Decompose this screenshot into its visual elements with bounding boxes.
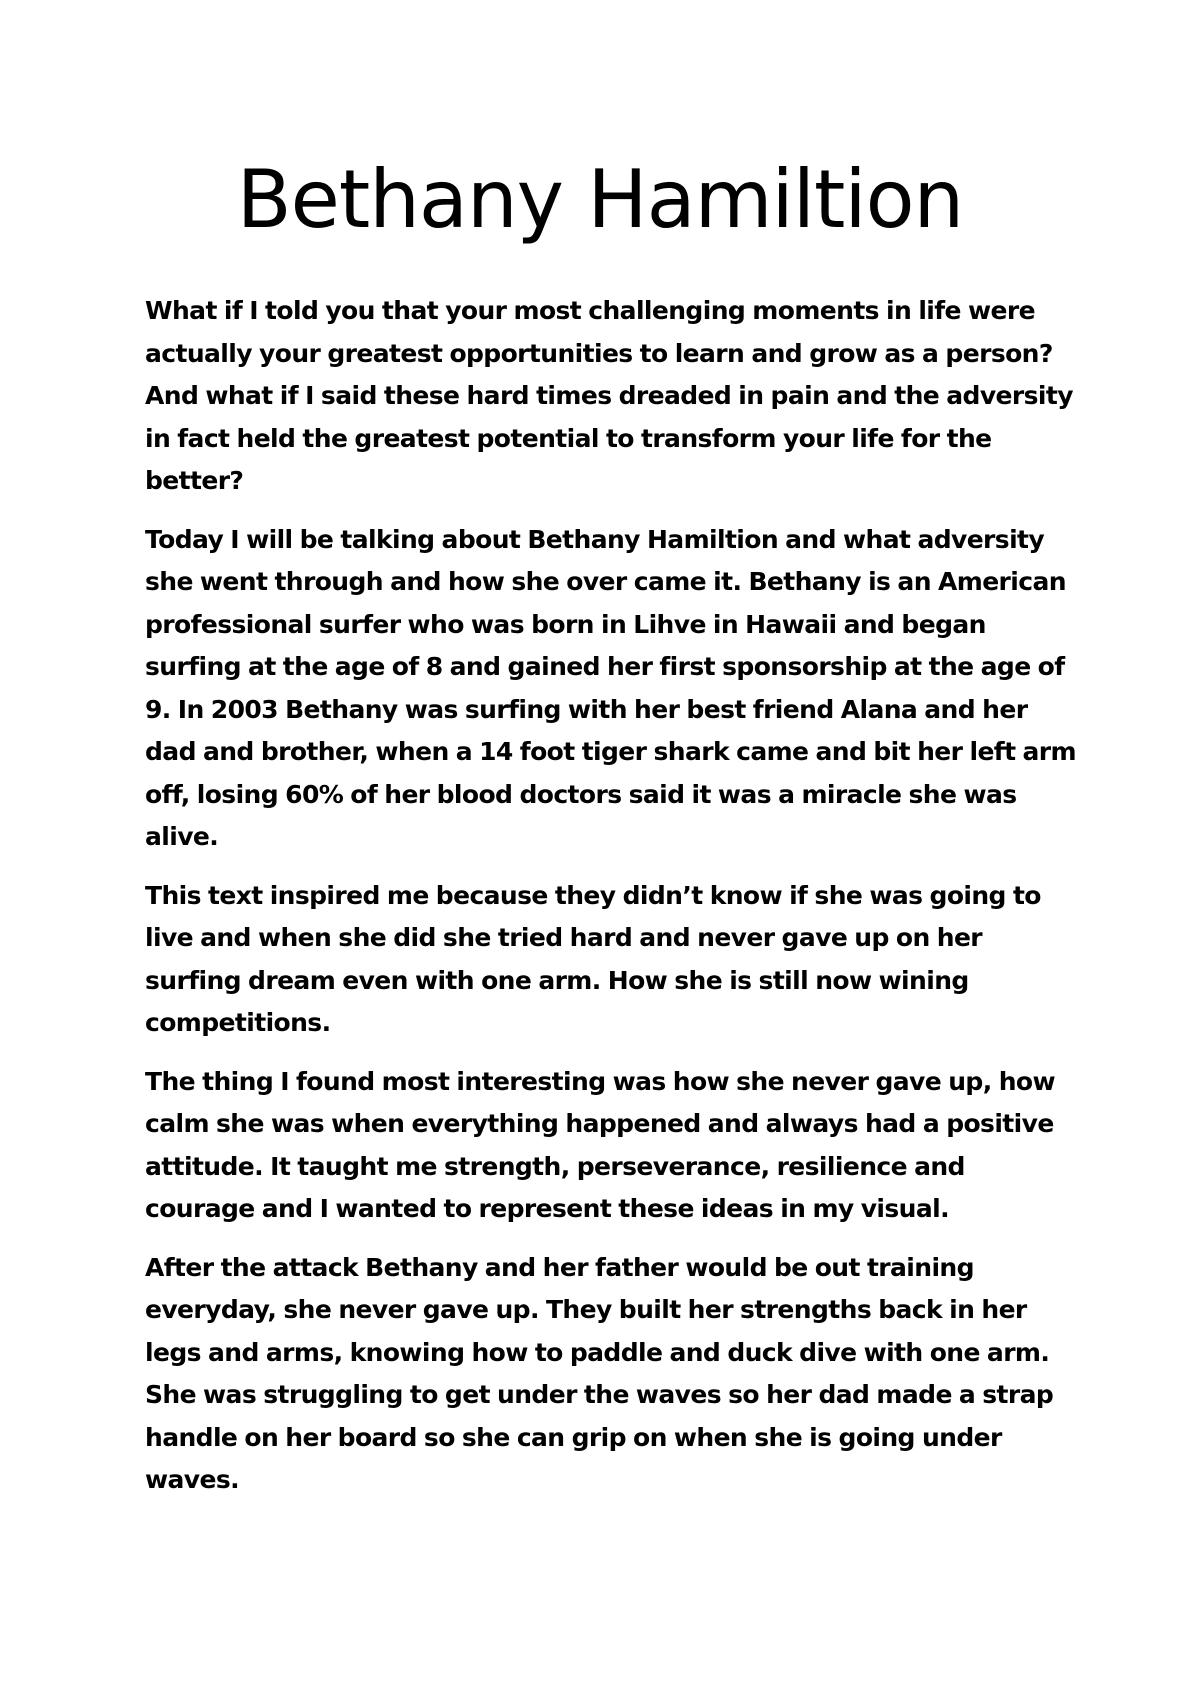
paragraph-intro: What if I told you that your most challenging moments in life were actually your greatest opportunities to learn and grow as a person? And what if I said these hard times dreaded in pain and the adversity in fact held the greatest potential to transform your life for the better? bbox=[145, 296, 1073, 495]
paragraph-background: Today I will be talking about Bethany Hamiltion and what adversity she went through and how she over came it. Bethany is an American professional surfer who was born in Lihve in Hawaii and began surfing at the age of 8 and gained her first sponsorship at the age of 9. In 2003 Bethany was surfing with her best friend Alana and her dad and brother, when a 14 foot tiger shark came and bit her left arm off, losing 60% of her blood doctors said it was a miracle she was alive. bbox=[145, 524, 1076, 851]
paragraph-interesting: The thing I found most interesting was how she never gave up, how calm she was when everything happened and always had a positive attitude. It taught me strength, perseverance, resilience and courage and I wanted to represent these ideas in my visual. bbox=[145, 1066, 1055, 1223]
document-body bbox=[145, 290, 1080, 1518]
document-title: Bethany Hamiltion bbox=[236, 153, 964, 246]
paragraph-inspiration: This text inspired me because they didn’t know if she was going to live and when she did she tried hard and never gave up on her surfing dream even with one arm. How she is still now wining competitions. bbox=[145, 880, 1041, 1037]
paragraph-recovery: After the attack Bethany and her father would be out training everyday, she never gave up. They built her strengths back in her legs and arms, knowing how to paddle and duck dive with one arm. She was struggling to get under the waves so her dad made a strap handle on her board so she can grip on when she is going under waves. bbox=[145, 1252, 1054, 1494]
